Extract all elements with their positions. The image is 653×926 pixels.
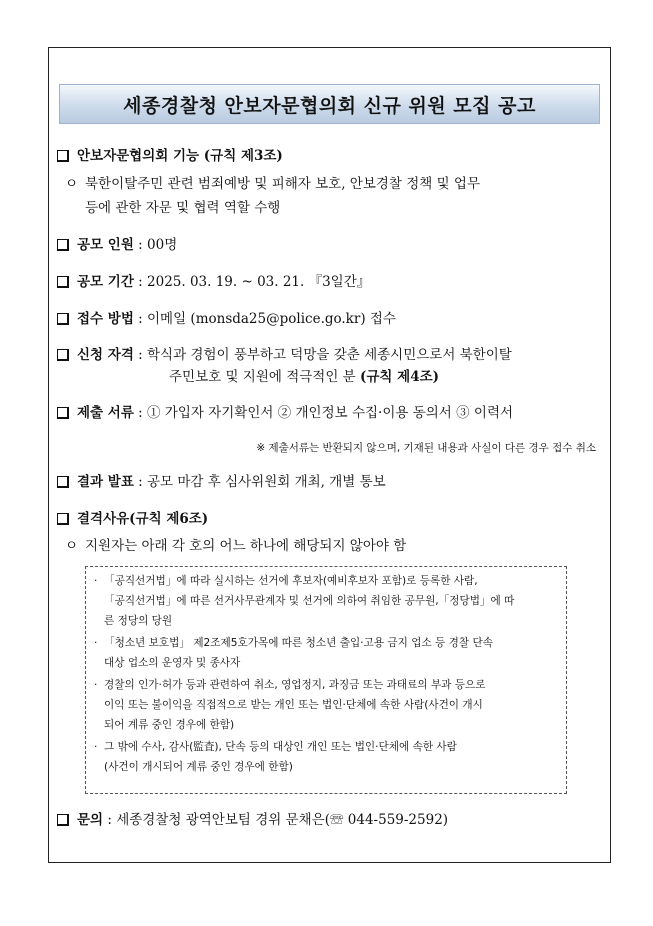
section-contact-label: 문의 <box>77 812 104 828</box>
checkbox-icon <box>57 313 69 325</box>
section-count-label: 공모 인원 <box>77 237 134 253</box>
section-qualification <box>57 345 512 365</box>
list-item-line: 그 밖에 수사, 감사(監査), 단속 등의 대상인 개인 또는 법인·단체에 속한 사람 <box>104 741 457 753</box>
title-banner <box>59 84 600 124</box>
section-disqualification-label: 결격사유(규칙 제6조) <box>77 511 209 527</box>
list-item <box>94 633 560 673</box>
section-qualification-label: 신청 자격 <box>77 347 134 363</box>
checkbox-icon <box>57 239 69 251</box>
section-disqualification <box>57 509 208 529</box>
section-period <box>57 272 370 292</box>
section-period-value: : 2025. 03. 19. ~ 03. 21. 『3일간』 <box>138 274 371 290</box>
section-period-label: 공모 기간 <box>77 274 134 290</box>
list-item-line: 대상 업소의 운영자 및 종사자 <box>104 657 241 669</box>
list-item-dot: · <box>94 741 98 753</box>
function-bullet: ㅇ <box>65 176 79 192</box>
checkbox-icon <box>57 276 69 288</box>
checkbox-icon <box>57 407 69 419</box>
list-item-line: 「공직선거법」에 따른 선거사무관계자 및 선거에 의하여 취임한 공무원,「정당법」에 따 <box>104 595 515 607</box>
section-function <box>57 146 283 166</box>
checkbox-icon <box>57 513 69 525</box>
section-documents <box>57 403 513 423</box>
qualification-line-1: : 학식과 경험이 풍부하고 덕망을 갖춘 세종시민으로서 북한이탈 <box>138 347 512 363</box>
qualification-rule: (규칙 제4조) <box>360 369 440 385</box>
list-item-line: (사건이 개시되어 계류 중인 경우에 한함) <box>104 761 293 773</box>
function-line-1: 북한이탈주민 관련 범죄예방 및 피해자 보호, 안보경찰 정책 및 업무 <box>85 176 481 192</box>
section-documents-label: 제출 서류 <box>77 405 134 421</box>
page-title: 세종경찰청 안보자문협의회 신규 위원 모집 공고 <box>123 94 536 117</box>
list-item-line: 경찰의 인가·허가 등과 관련하여 취소, 영업정지, 과징금 또는 과태료의 부과 등으로 <box>104 679 486 691</box>
disqualification-text: 지원자는 아래 각 호의 어느 하나에 해당되지 않아야 함 <box>85 538 407 554</box>
function-line-2: 등에 관한 자문 및 협력 역할 수행 <box>85 200 281 216</box>
section-count <box>57 235 177 255</box>
list-item-line: 되어 계류 중인 경우에 한함) <box>104 719 235 731</box>
qualification-line-2 <box>169 365 439 389</box>
section-result-label: 결과 발표 <box>77 474 134 490</box>
list-item-line: 이익 또는 불이익을 직접적으로 받는 개인 또는 법인·단체에 속한 사람(사건이 개시 <box>104 699 483 711</box>
list-item-line: 「청소년 보호법」 제2조제5호가목에 따른 청소년 출입·고용 금지 업소 등 경찰 단속 <box>104 637 493 649</box>
documents-note: ※ 제출서류는 반환되지 않으며, 기재된 내용과 사실이 다른 경우 접수 취소 <box>256 442 596 454</box>
list-item <box>94 737 560 777</box>
section-result-value: : 공모 마감 후 심사위원회 개최, 개별 통보 <box>138 474 386 490</box>
list-item <box>94 571 560 631</box>
section-method <box>57 309 396 329</box>
checkbox-icon <box>57 476 69 488</box>
section-contact <box>57 810 448 830</box>
checkbox-icon <box>57 814 69 826</box>
checkbox-icon <box>57 150 69 162</box>
qualification-line-2-text: 주민보호 및 지원에 적극적인 분 <box>169 369 360 385</box>
section-contact-value: : 세종경찰청 광역안보팀 경위 문채은(☏ 044-559-2592) <box>107 812 449 828</box>
disqualification-bullet: ㅇ <box>65 538 79 554</box>
checkbox-icon <box>57 349 69 361</box>
section-result <box>57 472 386 492</box>
disqualification-list <box>85 566 567 794</box>
list-item-dot: · <box>94 575 98 587</box>
list-item <box>94 675 560 735</box>
list-item-line: 「공직선거법」에 따라 실시하는 선거에 후보자(예비후보자 포함)로 등록한 사람, <box>104 575 478 587</box>
section-method-value: : 이메일 (monsda25@police.go.kr) 접수 <box>138 311 396 327</box>
section-method-label: 접수 방법 <box>77 311 134 327</box>
notice-frame <box>48 47 611 863</box>
section-count-value: : 00명 <box>138 237 178 253</box>
section-function-label: 안보자문협의회 기능 (규칙 제3조) <box>77 148 283 164</box>
section-documents-value: : ① 가입자 자기확인서 ② 개인정보 수집·이용 동의서 ③ 이력서 <box>138 405 514 421</box>
list-item-line: 른 정당의 당원 <box>104 615 173 627</box>
list-item-dot: · <box>94 679 98 691</box>
list-item-dot: · <box>94 637 98 649</box>
